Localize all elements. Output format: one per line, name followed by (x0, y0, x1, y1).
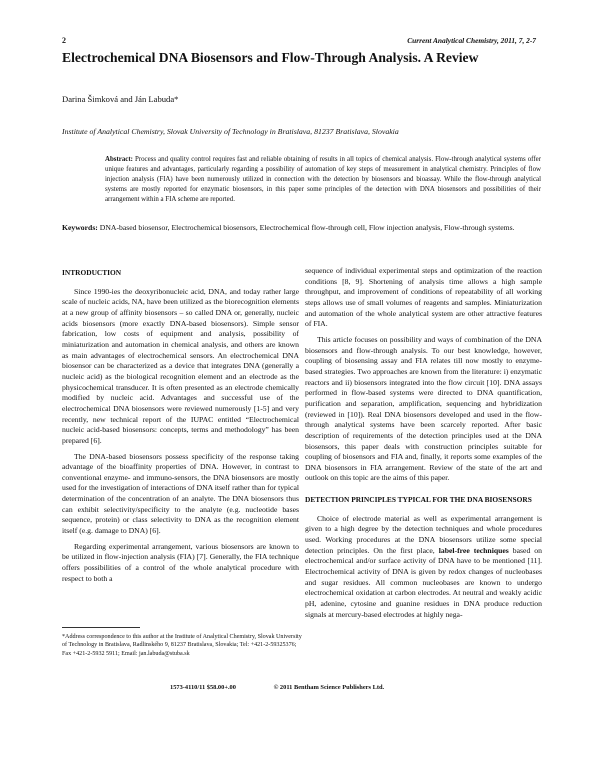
abstract-text: Process and quality control requires fast and reliable obtaining of results in all topics of chemical analysis. Flow-through analytical systems offer unique features and advantages, particularly regarding a possibility of automation of key steps of measurement in analytical chemistry. Principles of flow injection analysis (FIA) have been numerously utilized in connection with the detection by biosensors and bioassay. While the flow-through analytical systems are mostly reported for enzymatic biosensors, in this paper some principles of the detection with DNA biosensors and possibilities of their arrangement within a FIA scheme are reported. (105, 156, 541, 203)
emphasis-label-free: label-free techniques (438, 545, 509, 555)
page-footer (170, 684, 550, 691)
paragraph: The DNA-based biosensors possess specificity of the response taking advantage of the bioaffinity properties of DNA. However, in contrast to conventional enzyme- and immuno-sensors, the DNA biosensors are mostly used for the investigation of interactions of DNA itself rather than for typical determination of the concentration of an analyte. The DNA biosensors thus can exhibit selectivity/specificity to the analyte (e.g. nucleotide bases sequence, protein) or class selectivity to DNA as the recognition element itself (e.g. damage to DNA) [6]. (62, 451, 299, 536)
running-head: Current Analytical Chemistry, 2011, 7, 2-7 (407, 36, 536, 45)
issn-price: 1573-4110/11 $58.00+.00 (170, 684, 236, 691)
paragraph: Regarding experimental arrangement, various biosensors are known to be utilized in flow-injection analysis (FIA) [7]. Generally, the FIA technique offers possibilities of a control of the whole analytical procedure with respect to both a (62, 541, 299, 583)
abstract (105, 155, 541, 205)
copyright: © 2011 Bentham Science Publishers Ltd. (273, 684, 385, 691)
right-column (305, 266, 542, 620)
page-number: 2 (62, 36, 66, 45)
left-column (62, 268, 299, 584)
paragraph-text: Choice of electrode material as well as experimental arrangement is given to a high degree by the detection techniques and whole procedures used. Working procedures at the DNA biosensors utilize some special detection principles. On the first place, (305, 513, 542, 555)
correspondence-footnote: *Address correspondence to this author at the Institute of Analytical Chemistry, Slovak University of Technology in Bratislava, Radlinského 9, 81237 Bratislava, Slovakia; Tel: +421-2-59325376; Fax +421-2-5932 5911; Email: jan.labuda@stuba.sk (62, 634, 302, 657)
paragraph (305, 514, 542, 621)
paragraph-text: based on electrochemical and/or surface activity of DNA have to be mentioned [11]. Electrochemical activity of DNA is given by redox changes of nucleobases and sugar residues. All common nucleobases are known to undergo electrochemical oxidation at carbon electrodes. At neutral and weakly acidic pH, adenine, cytosine and guanine residues in DNA produce reduction signals at mercury-based electrodes at highly nega- (305, 545, 542, 619)
paragraph: Since 1990-ies the deoxyribonucleic acid, DNA, and today rather large scale of nucleic acids, NA, have been utilized as the biorecognition elements at a new group of affinity biosensors – so called DNA or, generally, nucleic acids biosensors (more exactly DNA-based biosensors). Simple sensor fabrication, low costs of equipment and analysis, possibility of miniaturization and automation in chemical analysis, and others are known as main advantages of electrochemical sensors. An electrochemical DNA biosensor can be characterized as a device that integrates DNA (generally a nucleic acid) as the biological recognition element and an electrode as the physicochemical transducer. It is often presented as an electrode chemically modified by nucleic acid. Advantages and successful use of the electrochemical DNA biosensors were reviewed numerously [1-5] and very recently, new technical report of the IUPAC entitled “Electrochemical nucleic acid-based biosensors: concepts, terms and methodology” has been prepared [6]. (62, 286, 299, 445)
abstract-label: Abstract: (105, 156, 133, 163)
section-heading-detection-principles: DETECTION PRINCIPLES TYPICAL FOR THE DNA BIOSENSORS (305, 495, 532, 505)
footnote-divider (62, 627, 140, 628)
section-heading-introduction: INTRODUCTION (62, 268, 122, 277)
affiliation: Institute of Analytical Chemistry, Slovak University of Technology in Bratislava, 81237 Bratislava, Slovakia (62, 127, 399, 136)
paragraph: This article focuses on possibility and ways of combination of the DNA biosensors and flow-through analysis. To our best knowledge, however, coupling of biosensing assay and FIA relates till now mostly to enzyme-based strategies. Two approaches are known from the literature: i) enzymatic reactors and ii) biosensors integrated into the flow circuit [10]. DNA assays performed in flow-based systems were directed to DNA quantification, purification and separation, amplification, sequencing and hybridization (reviewed in [10]). Real DNA biosensors developed and used in the flow-through analytical systems have been scarcely reported. After basic description of requirements of the detection principles used at the DNA biosensors, this paper deals with construction principles suitable for coupling of biosensors and FIA and, finally, it reports some examples of the DNA biosensors in FIA arrangement. Review of the state of the art and outlook on this topic are the aims of this paper. (305, 334, 542, 483)
paragraph: sequence of individual experimental steps and optimization of the reaction conditions [8, 9]. Shortening of analysis time allows a high sample throughput, and improvement of conditions of repeatability of all working steps allows use of small volumes of reagents and samples. Miniaturization and automation of the whole analytical system are other attractive features of FIA. (305, 266, 542, 329)
paper-title: Electrochemical DNA Biosensors and Flow-Through Analysis. A Review (62, 50, 479, 65)
keywords-label: Keywords: (62, 223, 98, 232)
keywords-text: DNA-based biosensor, Electrochemical biosensors, Electrochemical flow-through cell, Flow injection analysis, Flow-through systems. (99, 223, 515, 232)
keywords (62, 222, 542, 233)
authors: Darina Šimková and Ján Labuda* (62, 94, 179, 104)
